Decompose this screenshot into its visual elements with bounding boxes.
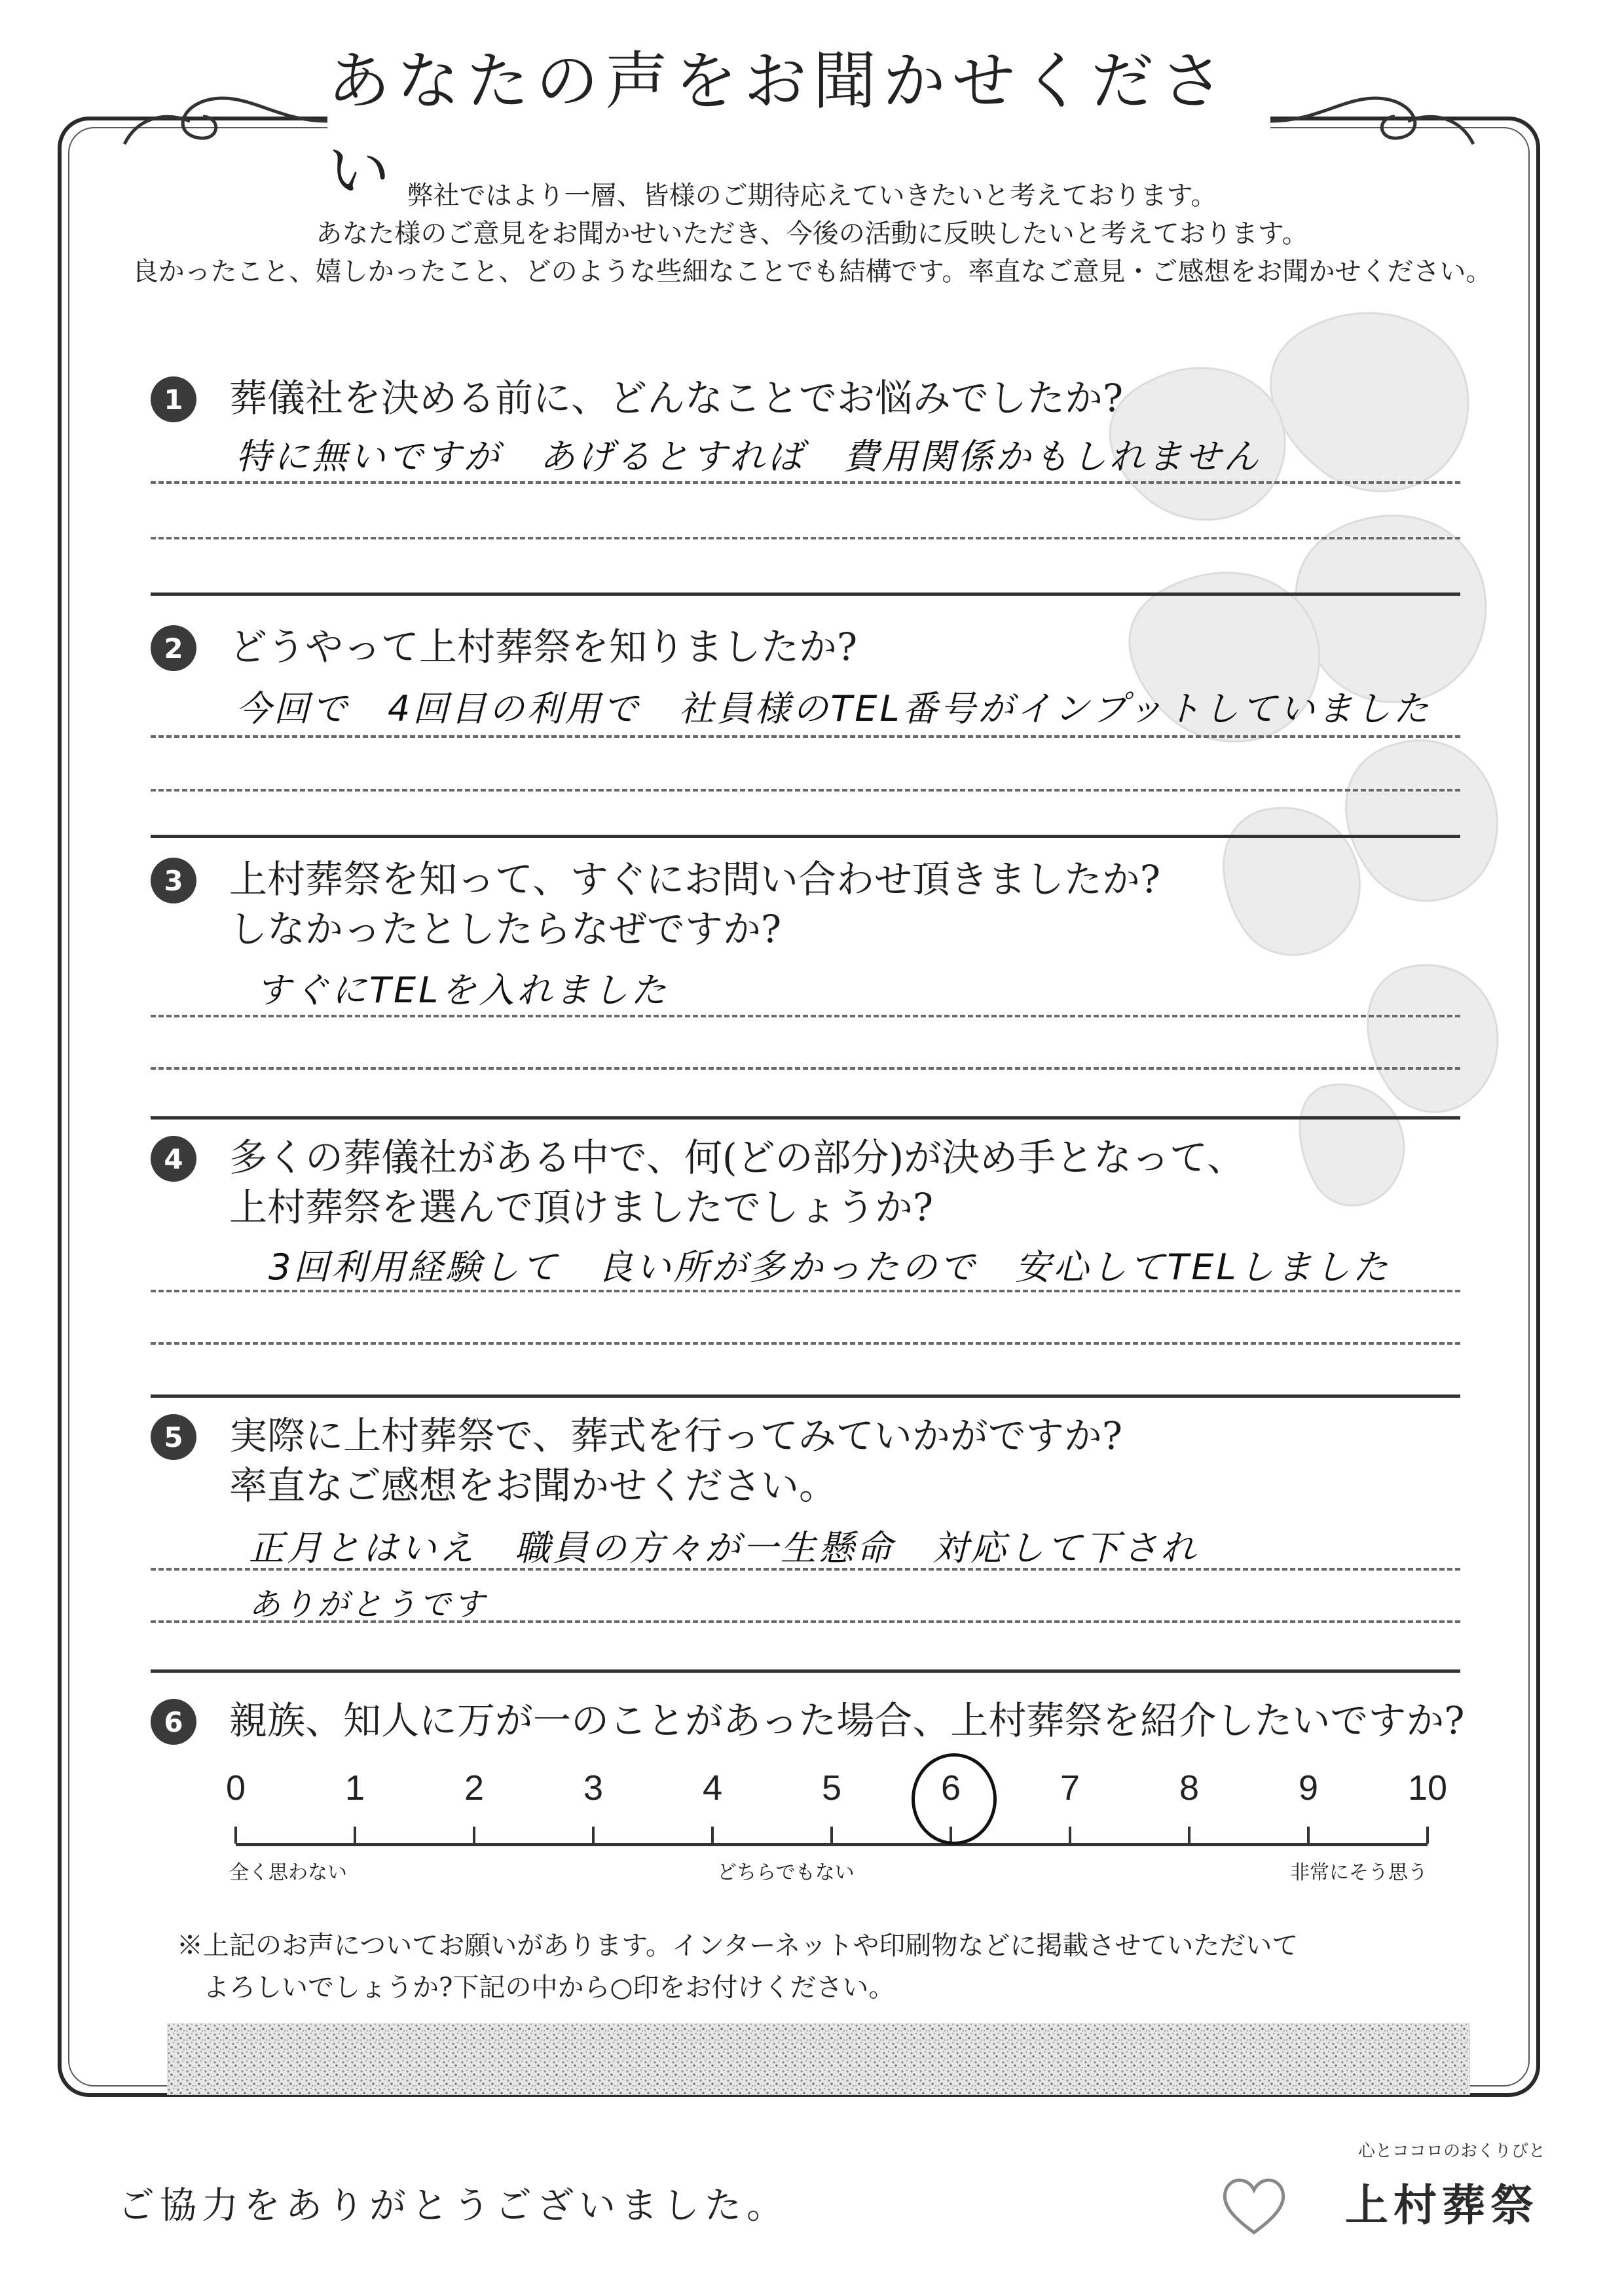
- question-text: 率直なご感想をお聞かせください。: [229, 1463, 838, 1508]
- answer-line: [151, 789, 1460, 792]
- scale-tick-label[interactable]: 2: [464, 1768, 485, 1808]
- question-6-section: [151, 1698, 1465, 1764]
- question-number-badge: 5: [151, 1414, 196, 1460]
- right-flourish-ornament: [1264, 72, 1486, 170]
- scale-tick-label[interactable]: 9: [1298, 1768, 1319, 1808]
- scale-tick: [711, 1827, 714, 1844]
- scale-tick-label[interactable]: 1: [344, 1768, 365, 1808]
- heart-icon: [1218, 2170, 1290, 2242]
- question-text: 親族、知人に万が一のことがあった場合、上村葬祭を紹介したいですか?: [229, 1698, 1465, 1743]
- section-divider: [151, 1669, 1460, 1673]
- question-text: 上村葬祭を選んで頂けましたでしょうか?: [229, 1185, 934, 1230]
- brand-logo: [1218, 2138, 1545, 2255]
- question-5-section: [151, 1414, 1460, 1663]
- note-line: ※上記のお声についてお願いがあります。インターネットや印刷物などに掲載させていただいて: [177, 1931, 1299, 1961]
- scale-tick: [830, 1827, 833, 1844]
- handwritten-answer: ありがとうです: [249, 1586, 488, 1623]
- permission-note: [177, 1925, 1298, 2009]
- answer-line: [151, 537, 1460, 539]
- question-text: 葬儀社を決める前に、どんなことでお悩みでしたか?: [229, 376, 1124, 420]
- scale-label-high: 非常にそう思う: [1290, 1861, 1428, 1884]
- page-title: あなたの声をお聞かせください: [327, 45, 1230, 208]
- question-text: 上村葬祭を知って、すぐにお問い合わせ頂きましたか?: [229, 857, 1160, 902]
- left-flourish-ornament: [111, 72, 334, 170]
- intro-line: 良かったこと、嬉しかったこと、どのような些細なことでも結構です。率直なご意見・ご感想をお聞かせください。: [132, 257, 1492, 287]
- answer-line: [151, 1290, 1460, 1292]
- scale-tick: [1188, 1827, 1190, 1844]
- scale-tick-label[interactable]: 0: [225, 1768, 246, 1808]
- section-divider: [151, 592, 1460, 596]
- question-text: 多くの葬儀社がある中で、何(どの部分)が決め手となって、: [229, 1135, 1245, 1180]
- section-divider: [151, 835, 1460, 838]
- note-line: よろしいでしょうか?下記の中から○印をお付けください。: [203, 1973, 895, 2003]
- answer-line: [151, 1568, 1460, 1571]
- answer-line: [151, 1342, 1460, 1345]
- question-number-badge: 4: [151, 1136, 196, 1182]
- question-text: どうやって上村葬祭を知りましたか?: [229, 625, 858, 669]
- question-3-section: [151, 858, 1460, 1106]
- question-1-section: [151, 376, 1460, 573]
- question-number-badge: 6: [151, 1699, 196, 1745]
- redacted-area: [167, 2023, 1470, 2095]
- question-2-section: [151, 625, 1460, 822]
- scale-label-low: 全く思わない: [229, 1861, 347, 1884]
- scale-tick: [234, 1827, 237, 1844]
- scale-tick-label[interactable]: 3: [583, 1768, 604, 1808]
- scale-tick-label[interactable]: 4: [702, 1768, 723, 1808]
- scale-tick-label[interactable]: 6: [940, 1768, 961, 1808]
- rating-scale: [225, 1768, 1460, 1884]
- question-text: しなかったとしたらなぜですか?: [229, 907, 782, 951]
- scale-tick-label[interactable]: 8: [1179, 1768, 1200, 1808]
- section-divider: [151, 1394, 1460, 1398]
- question-number-badge: 3: [151, 858, 196, 903]
- scale-tick: [1426, 1827, 1429, 1844]
- scale-tick-label[interactable]: 10: [1407, 1768, 1448, 1808]
- intro-text: [118, 177, 1506, 291]
- answer-line: [151, 1620, 1460, 1623]
- handwritten-answer: 特に無いですが あげるとすれば 費用関係かもしれません: [236, 436, 1261, 477]
- intro-line: 弊社ではより一層、皆様のご期待応えていきたいと考えております。: [407, 181, 1217, 211]
- brand-name: 上村葬祭: [1345, 2180, 1539, 2231]
- thank-you-text: ご協力をありがとうございました。: [118, 2185, 788, 2227]
- answer-line: [151, 481, 1460, 484]
- scale-tick: [592, 1827, 595, 1844]
- scale-tick: [473, 1827, 475, 1844]
- section-divider: [151, 1116, 1460, 1120]
- scale-tick: [1307, 1827, 1310, 1844]
- scale-tick: [1069, 1827, 1071, 1844]
- intro-line: あなた様のご意見をお聞かせいただき、今後の活動に反映したいと考えております。: [316, 219, 1308, 249]
- handwritten-answer: 正月とはいえ 職員の方々が一生懸命 対応して下され: [249, 1527, 1198, 1569]
- question-4-section: [151, 1136, 1460, 1385]
- scale-tick: [354, 1827, 356, 1844]
- answer-line: [151, 1015, 1460, 1017]
- answer-line: [151, 1067, 1460, 1070]
- handwritten-answer: すぐにTELを入れました: [255, 970, 669, 1011]
- brand-tagline: 心とココロのおくりびと: [1357, 2141, 1545, 2161]
- question-number-badge: 2: [151, 625, 196, 671]
- selected-rating-circle: [912, 1753, 997, 1845]
- answer-line: [151, 735, 1460, 738]
- scale-tick-label[interactable]: 5: [821, 1768, 842, 1808]
- handwritten-answer: 今回で 4回目の利用で 社員様のTEL番号がインプットしていました: [236, 688, 1431, 729]
- scale-label-mid: どちらでもない: [717, 1861, 855, 1884]
- question-text: 実際に上村葬祭で、葬式を行ってみていかがですか?: [229, 1413, 1122, 1458]
- scale-tick-label[interactable]: 7: [1060, 1768, 1080, 1808]
- handwritten-answer: 3回利用経験して 良い所が多かったので 安心してTELしました: [268, 1247, 1391, 1288]
- question-number-badge: 1: [151, 376, 196, 422]
